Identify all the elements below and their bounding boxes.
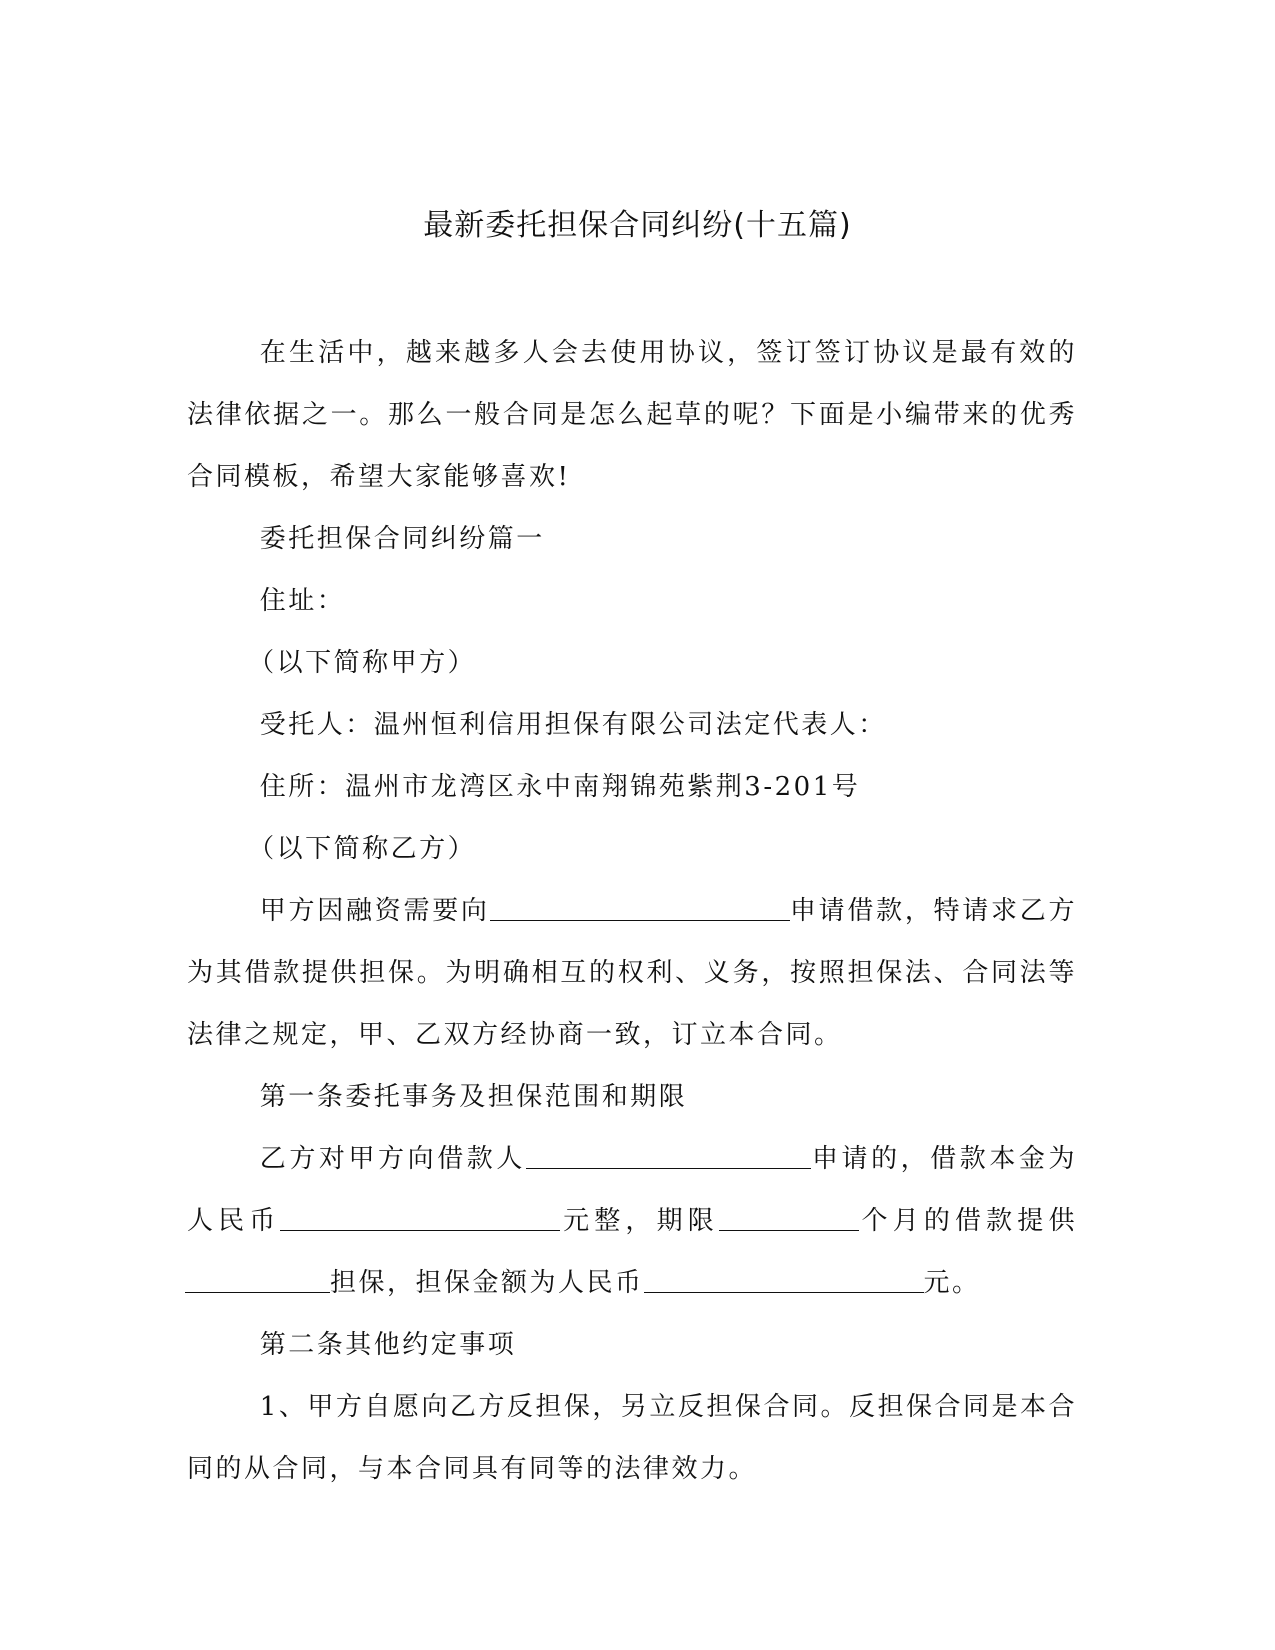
financing-text-before: 甲方因融资需要向 — [259, 896, 490, 926]
principal-amount-blank[interactable] — [280, 1202, 560, 1231]
guarantee-amount-blank[interactable] — [644, 1264, 924, 1293]
document-title: 最新委托担保合同纠纷(十五篇) — [423, 208, 852, 243]
trustee-line: 受托人：温州恒利信用担保有限公司法定代表人： — [259, 710, 887, 740]
article-one-text-6: 元。 — [923, 1268, 981, 1298]
article-one-heading: 第一条委托事务及担保范围和期限 — [259, 1082, 688, 1112]
residence-line: 住所：温州市龙湾区永中南翔锦苑紫荆3-201号 — [259, 772, 861, 802]
party-b-note: （以下简称乙方） — [248, 834, 477, 864]
article-one-text-4: 个月的借款提供 — [858, 1206, 1077, 1236]
lender-blank[interactable] — [490, 892, 790, 921]
intro-paragraph: 在生活中，越来越多人会去使用协议，签订签订协议是最有效的法律依据之一。那么一般合同是怎么起草的呢？下面是小编带来的优秀合同模板，希望大家能够喜欢! — [187, 338, 1077, 492]
article-one-text-1: 乙方对甲方向借款人 — [259, 1144, 526, 1174]
article-one-text-5: 担保，担保金额为人民币 — [330, 1268, 644, 1298]
document-body — [187, 322, 1077, 1500]
address-line: 住址： — [259, 586, 346, 616]
article-one-text-3: 元整，期限 — [560, 1206, 719, 1236]
article-two-item-1: 1、甲方自愿向乙方反担保，另立反担保合同。反担保合同是本合同的从合同，与本合同具有同等的法律效力。 — [187, 1392, 1077, 1484]
party-a-note: （以下简称甲方） — [248, 648, 477, 678]
financing-text-after: 申请借款，特请求乙方为其借款提供担保。为明确相互的权利、义务，按照担保法、合同法等法律之规定，甲、乙双方经协商一致，订立本合同。 — [187, 896, 1077, 1050]
borrower-blank[interactable] — [526, 1140, 811, 1169]
article-one-paragraph — [187, 1128, 1077, 1314]
article-two-heading: 第二条其他约定事项 — [259, 1330, 517, 1360]
section-heading-part-one: 委托担保合同纠纷篇一 — [259, 524, 545, 554]
term-months-blank[interactable] — [719, 1202, 859, 1231]
article-one-text-2: 申请的，借款本金为人民币 — [187, 1144, 1077, 1236]
financing-paragraph — [187, 880, 1077, 1066]
guarantee-type-blank[interactable] — [185, 1264, 330, 1293]
